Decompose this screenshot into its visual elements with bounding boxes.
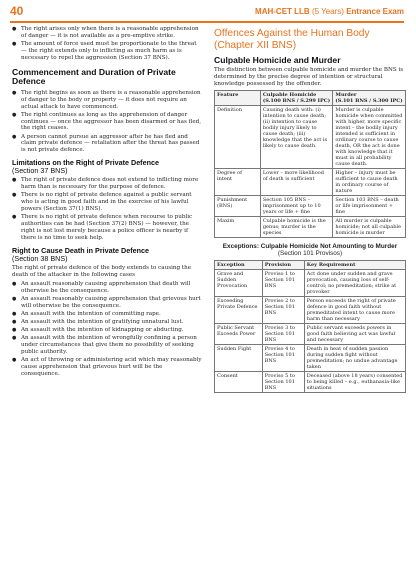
table-cell: Sudden Fight (215, 344, 263, 371)
death-bullets (12, 281, 202, 378)
table-row (215, 323, 406, 344)
book-title-mid: (5 Years) (311, 7, 347, 16)
death-heading (12, 247, 202, 263)
table-cell: Maxim (215, 216, 261, 237)
header-sub: (S.101 BNS / S.300 IPC) (335, 97, 403, 104)
exceptions-table (214, 260, 406, 393)
table-row (215, 296, 406, 323)
book-title-suffix: Entrance Exam (346, 7, 404, 16)
page-number: 40 (10, 4, 24, 18)
list-item: ● There is no right of private defence against a public servant who is acting in good faith and in the exercise of his lawful powers (Section 37(1) BNS). (12, 192, 202, 213)
table-cell: Public Servant Exceeds Power (215, 323, 263, 344)
header-cell (260, 90, 333, 105)
table-cell: Lower – more likelihood of death is sufficient (260, 168, 333, 195)
list-item: ● The right continues as long as the apprehension of danger continues — once the aggressor has been disarmed or has fled, the right ceases. (12, 112, 202, 133)
header-cell (333, 90, 406, 105)
table-cell: Section 103 BNS – death or life imprisonment + fine (333, 195, 406, 216)
header-rule (10, 21, 404, 23)
table-cell: Proviso 5 to Section 101 BNS (262, 371, 304, 392)
list-item: ● An assault with the intention of gratifying unnatural lust. (12, 319, 202, 326)
table-cell: Public servant exceeds powers in good faith believing act was lawful and necessary (304, 323, 405, 344)
section-heading: Culpable Homicide and Murder (214, 55, 341, 65)
exceptions-subheading: (Section 101 Provisos) (277, 250, 343, 258)
table-cell: Murder is culpable homicide when committed with higher, more specific intent – the bodily injury intended is sufficient in ordinary course to cause death, OR the act is done with knowledge that it must in all probability cause death. (333, 105, 406, 168)
table-row (215, 344, 406, 371)
table-cell: Grave and Sudden Provocation (215, 269, 263, 296)
death-intro: The right of private defence of the body extends to causing the death of the attacker in the following cases (12, 264, 192, 278)
page-header (10, 5, 404, 19)
comparison-table (214, 90, 406, 238)
table-row (215, 168, 406, 195)
table-cell: Culpable homicide is the genus; murder is the species (260, 216, 333, 237)
list-item: ● The right of private defence does not extend to inflicting more harm than is necessary for the purpose of defence. (12, 177, 202, 191)
list-item: ● An assault with the intention of committing rape. (12, 311, 202, 318)
table-cell: Deceased (above 18 years) consented to being killed – e.g., euthanasia-like situations (304, 371, 405, 392)
header-cell: Provision (262, 260, 304, 269)
commencement-bullets (12, 90, 202, 155)
chapter-title-line1: Offences Against the Human Body (214, 28, 370, 39)
chapter-title (214, 28, 406, 51)
table-cell: Person exceeds the right of private defence in good faith without premeditated intent to cause more harm than necessary (304, 296, 405, 323)
commencement-heading: Commencement and Duration of Private Defence (12, 66, 176, 87)
table-row (215, 269, 406, 296)
table-cell: Definition (215, 105, 261, 168)
death-title: Right to Cause Death in Private Defence (12, 245, 149, 255)
table-row (215, 216, 406, 237)
intro-bullets (12, 26, 202, 62)
table-cell: Causing death with: (i) intention to cause death; (ii) intention to cause bodily injury likely to cause death; (iii) knowledge that the act is likely to cause death. (260, 105, 333, 168)
table-header-row (215, 260, 406, 269)
table-cell: Death in heat of sudden passion during sudden fight without premeditation; no undue advantage taken (304, 344, 405, 371)
header-main: Murder (335, 91, 357, 98)
table-cell: Consent (215, 371, 263, 392)
limitations-heading (12, 159, 202, 175)
header-cell: Exception (215, 260, 263, 269)
table-cell: Degree of intent (215, 168, 261, 195)
list-item: ● An assault with the intention of kidnapping or abducting. (12, 327, 202, 334)
exceptions-heading: Exceptions: Culpable Homicide Not Amounting to Murder (222, 242, 398, 250)
list-item: ● An act of throwing or administering acid which may reasonably cause apprehension that grievous hurt will be the consequence. (12, 357, 202, 378)
table-cell: Section 105 BNS – imprisonment up to 10 years or life + fine (260, 195, 333, 216)
list-item: ● The amount of force used must be proportionate to the threat — the right extends only to inflicting as much harm as is necessary to repel the aggression (Section 37 BNS). (12, 41, 202, 62)
header-main: Culpable Homicide (262, 91, 317, 98)
table-cell: Proviso 1 to Section 101 BNS (262, 269, 304, 296)
limitations-bullets (12, 177, 202, 242)
header-cell: Key Requirement (304, 260, 405, 269)
chapter-title-line2: (Chapter XII BNS) (214, 39, 297, 51)
list-item: ● An assault reasonably causing apprehension that grievous hurt will otherwise be the consequence. (12, 296, 202, 310)
table-cell: Proviso 3 to Section 101 BNS (262, 323, 304, 344)
table-header-row (215, 90, 406, 105)
table-cell: All murder is culpable homicide; not all culpable homicide is murder (333, 216, 406, 237)
death-note: (Section 38 BNS) (12, 253, 68, 263)
table-cell: Higher – injury must be sufficient to cause death in ordinary course of nature (333, 168, 406, 195)
limitations-title: Limitations on the Right of Private Defence (12, 158, 159, 168)
book-title-prefix: MAH-CET LLB (255, 7, 312, 16)
table-cell: Proviso 2 to Section 101 BNS (262, 296, 304, 323)
left-column (12, 26, 202, 379)
list-item: ● There is no right of private defence when recourse to public authorities can be had (Section 37(2) BNS) — however, the right is not lost merely because a police officer is nearby if there is no time to seek help. (12, 214, 202, 242)
right-column (214, 26, 406, 393)
header-sub: (S.100 BNS / S.299 IPC) (262, 97, 331, 104)
list-item: ● An assault with the intention of wrongfully confining a person under circumstances that give them no possibility of seeking public authority. (12, 335, 202, 356)
table-cell: Act done under sudden and grave provocation, causing loss of self-control; no premeditation; strike at provoker (304, 269, 405, 296)
table-cell: Exceeding Private Defence (215, 296, 263, 323)
list-item: ● An assault reasonably causing apprehension that death will otherwise be the consequence. (12, 281, 202, 295)
list-item: ● The right begins as soon as there is a reasonable apprehension of danger to the body or property — it does not require an actual attack to have commenced. (12, 90, 202, 111)
table-row (215, 105, 406, 168)
table-row (215, 195, 406, 216)
table-cell: Punishment (BNS) (215, 195, 261, 216)
section-intro: The distinction between culpable homicide and murder the BNS is determined by the precise degree of intention or structural knowledge possessed by the offender. (214, 67, 404, 87)
table-cell: Proviso 4 to Section 101 BNS (262, 344, 304, 371)
book-title (255, 7, 404, 16)
table-row (215, 371, 406, 392)
list-item: ● A person cannot pursue an aggressor after he has fled and claim private defence — retaliation after the threat has passed is not private defence. (12, 134, 202, 155)
header-cell: Feature (215, 90, 261, 105)
limitations-note: (Section 37 BNS) (12, 166, 68, 176)
list-item: ● The right arises only when there is a reasonable apprehension of danger — it is not available as a pre-emptive strike. (12, 26, 202, 40)
